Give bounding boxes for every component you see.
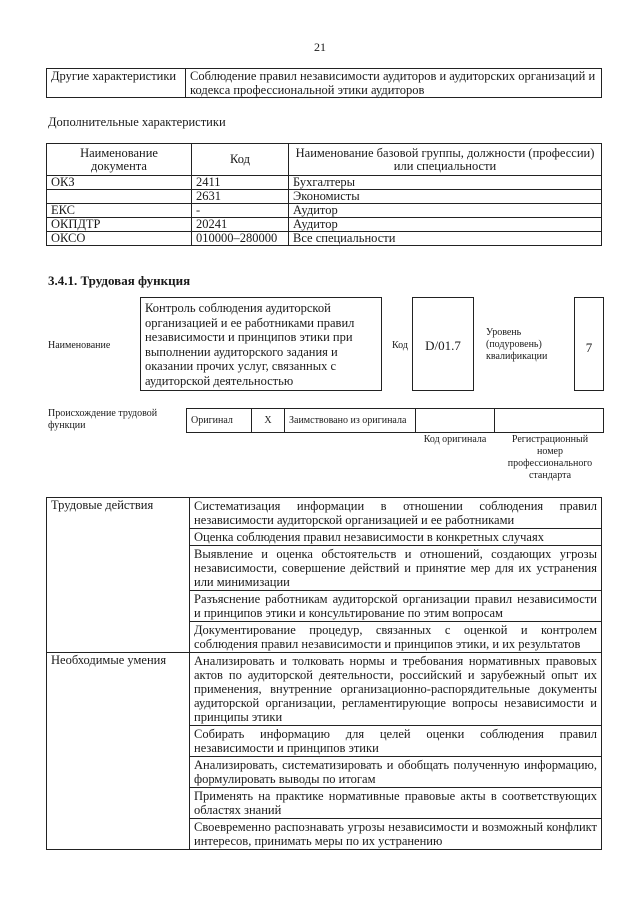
- table-row: [47, 218, 602, 232]
- table-row: [47, 653, 602, 726]
- table-row: [47, 176, 602, 190]
- row-doc: [47, 190, 192, 204]
- skill-item: Анализировать и толковать нормы и требования нормативных правовых актов по аудиторской деятельности, российский и зарубежный опыт их применения, внутренние организационно-распорядительные документы аудиторской организации, регламентирующие вопросы независимости и принципы этики: [190, 653, 602, 726]
- extra-characteristics-table: [46, 143, 602, 246]
- skill-item: Применять на практике нормативные правовые акты в соответствующих областях знаний: [190, 788, 602, 819]
- skill-item: Собирать информацию для целей оценки соблюдения правил независимости и принципов этики: [190, 726, 602, 757]
- reg-number-label: Регистрационный номер профессионального стандарта: [507, 434, 593, 481]
- function-code-label: Код: [392, 340, 408, 351]
- original-mark: X: [252, 409, 285, 433]
- origin-label: Происхождение трудовой функции: [48, 408, 158, 431]
- other-characteristics-text: Соблюдение правил независимости аудиторов и аудиторских организаций и кодекса профессиональной этики аудиторов: [186, 69, 602, 98]
- row-code: 010000–280000: [192, 232, 289, 246]
- section-title: 3.4.1. Трудовая функция: [48, 273, 191, 288]
- original-label: Оригинал: [187, 409, 252, 433]
- row-doc: ОКСО: [47, 232, 192, 246]
- other-characteristics-label: Другие характеристики: [47, 69, 186, 98]
- labor-action-item: Выявление и оценка обстоятельств и отношений, создающих угрозы независимости, совершение действий и принятие мер для их устранения или минимизации: [190, 546, 602, 591]
- table-header-row: [47, 144, 602, 176]
- row-code: 2631: [192, 190, 289, 204]
- skill-item: Своевременно распознавать угрозы независимости и возможный конфликт интересов, принимать меры по их устранению: [190, 819, 602, 850]
- row-name: Аудитор: [289, 204, 602, 218]
- row-doc: ЕКС: [47, 204, 192, 218]
- table-row: [47, 498, 602, 529]
- header-name: Наименование базовой группы, должности (профессии) или специальности: [289, 144, 602, 176]
- other-characteristics-table: [46, 68, 602, 98]
- row-name: Экономисты: [289, 190, 602, 204]
- table-row: [47, 190, 602, 204]
- skill-item: Анализировать, систематизировать и обобщать полученную информацию, формулировать выводы по итогам: [190, 757, 602, 788]
- row-code: 2411: [192, 176, 289, 190]
- qualification-level-label: Уровень (подуровень) квалификации: [486, 327, 548, 362]
- row-doc: ОКЗ: [47, 176, 192, 190]
- row-name: Аудитор: [289, 218, 602, 232]
- function-name-value: Контроль соблюдения аудиторской организацией и ее работниками правил независимости и принципов этики при выполнении аудиторского задания и оказании прочих услуг, связанных с аудиторской деятельностью: [140, 297, 382, 391]
- row-name: Все специальности: [289, 232, 602, 246]
- original-code-label: Код оригинала: [423, 434, 487, 445]
- function-code-value: D/01.7: [412, 297, 474, 391]
- borrowed-label: Заимствовано из оригинала: [285, 409, 416, 433]
- labor-action-item: Оценка соблюдения правил независимости в конкретных случаях: [190, 529, 602, 546]
- function-details-table: [46, 497, 602, 850]
- labor-actions-label: Трудовые действия: [47, 498, 190, 653]
- header-doc: Наименование документа: [47, 144, 192, 176]
- original-code-cell: [416, 409, 495, 433]
- page-number: 21: [314, 40, 326, 54]
- extra-characteristics-title: Дополнительные характеристики: [48, 115, 226, 129]
- required-skills-label: Необходимые умения: [47, 653, 190, 850]
- origin-table: [186, 408, 604, 433]
- labor-action-item: Разъяснение работникам аудиторской организации правил независимости и принципов этики и консультирование по этим вопросам: [190, 591, 602, 622]
- labor-action-item: Документирование процедур, связанных с оценкой и контролем соблюдения правил независимости и принципов этики, и их результатов: [190, 622, 602, 653]
- row-code: 20241: [192, 218, 289, 232]
- row-name: Бухгалтеры: [289, 176, 602, 190]
- function-name-label: Наименование: [48, 340, 111, 351]
- qualification-level-value: 7: [574, 297, 604, 391]
- labor-action-item: Систематизация информации в отношении соблюдения правил независимости аудиторской организацией и ее работниками: [190, 498, 602, 529]
- row-doc: ОКПДТР: [47, 218, 192, 232]
- reg-number-cell: [495, 409, 604, 433]
- row-code: -: [192, 204, 289, 218]
- table-row: [47, 232, 602, 246]
- table-row: [47, 204, 602, 218]
- header-code: Код: [192, 144, 289, 176]
